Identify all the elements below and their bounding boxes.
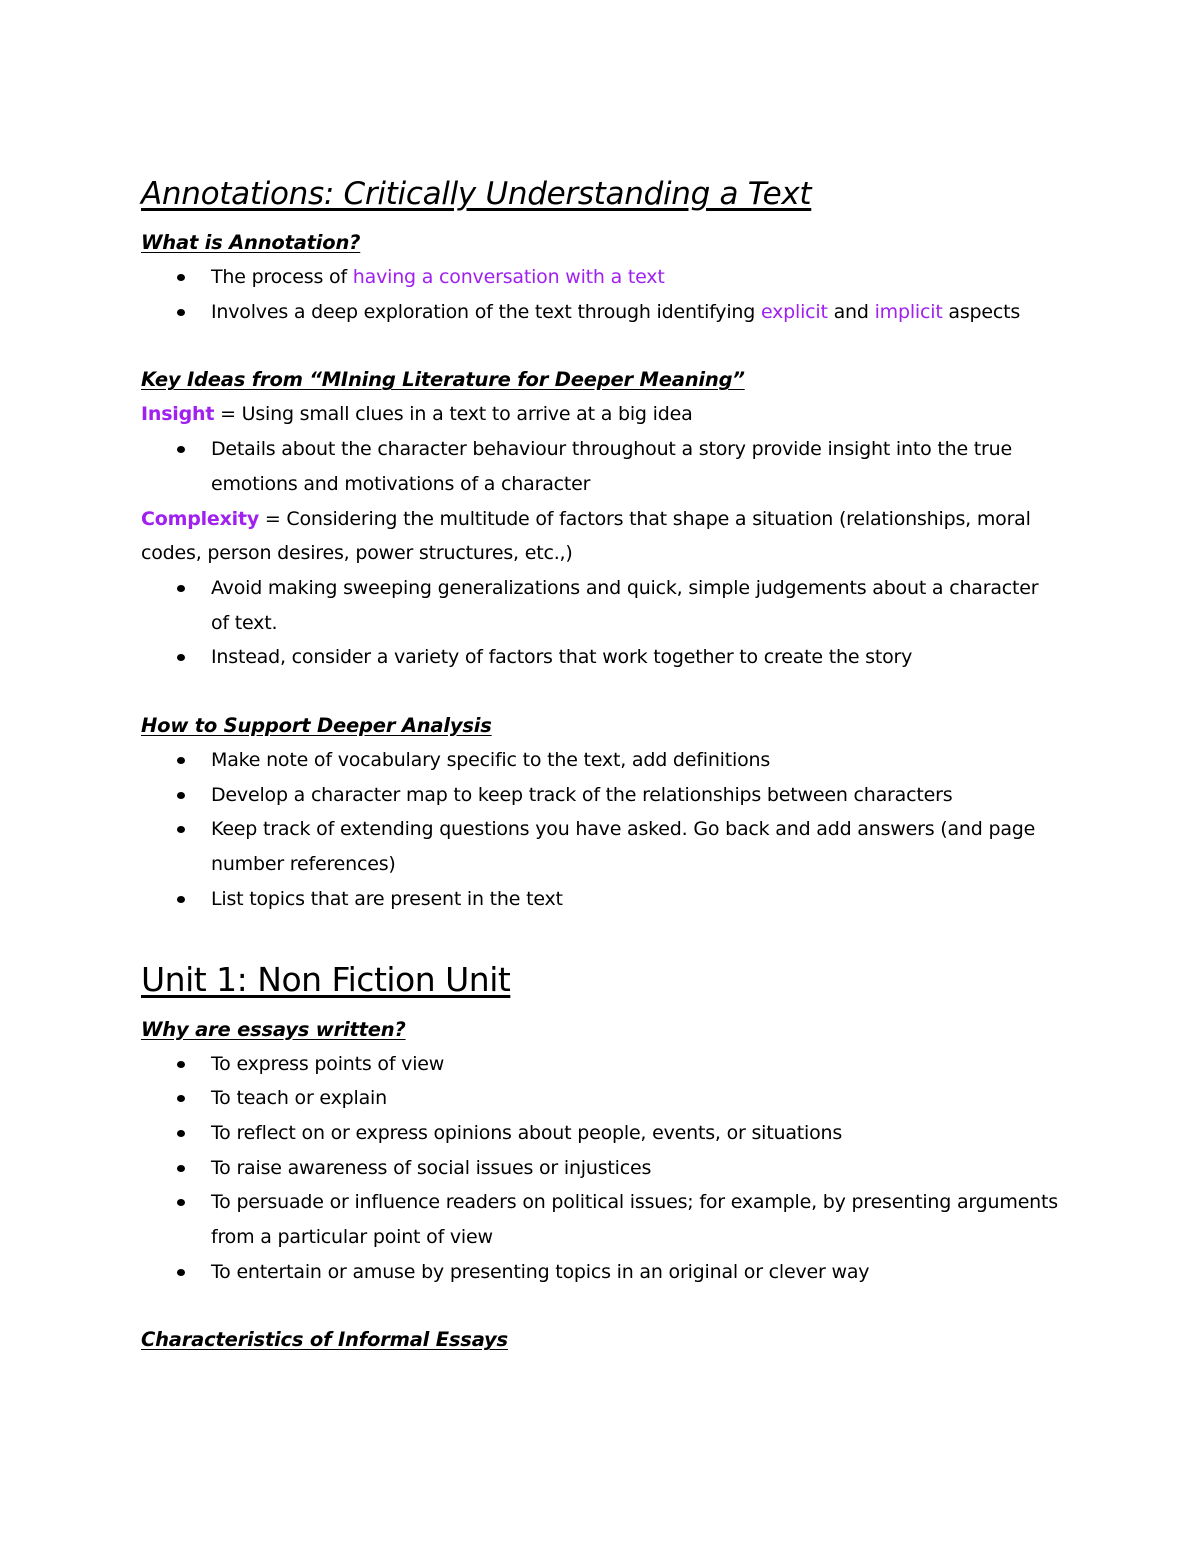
key-ideas-heading: Key Ideas from “MIning Literature for Deeper Meaning” xyxy=(141,368,745,392)
bullet-icon xyxy=(177,792,185,799)
bullet-icon xyxy=(177,654,185,661)
insight-definition: Insight = Using small clues in a text to arrive at a big idea xyxy=(141,403,693,426)
what-is-annotation-heading: What is Annotation? xyxy=(141,231,361,254)
bullet-icon xyxy=(177,1130,185,1137)
list-item: Instead, consider a variety of factors that work together to create the story xyxy=(141,640,1061,675)
list-item: To entertain or amuse by presenting topics in an original or clever way xyxy=(141,1255,1061,1290)
bullet-icon xyxy=(177,1165,185,1172)
list-item: To raise awareness of social issues or injustices xyxy=(141,1151,1061,1186)
bullet-icon xyxy=(177,757,185,764)
bullet-icon xyxy=(177,1095,185,1102)
annotations-title: Annotations: Critically Understanding a Text xyxy=(141,176,812,212)
list-item: Details about the character behaviour throughout a story provide insight into the true emotions and motivations of a character xyxy=(141,432,1061,501)
list-item: To persuade or influence readers on political issues; for example, by presenting arguments from a particular point of view xyxy=(141,1185,1061,1254)
why-essays-list xyxy=(141,1047,1061,1290)
list-item: To reflect on or express opinions about people, events, or situations xyxy=(141,1116,1061,1151)
why-essays-heading: Why are essays written? xyxy=(141,1017,406,1041)
list-item: Keep track of extending questions you have asked. Go back and add answers (and page number references) xyxy=(141,812,1061,881)
complexity-term: Complexity xyxy=(141,507,260,530)
list-item: Avoid making sweeping generalizations and quick, simple judgements about a character of text. xyxy=(141,571,1061,640)
bullet-icon xyxy=(177,826,185,833)
list-item: Develop a character map to keep track of the relationships between characters xyxy=(141,778,1061,813)
bullet-icon xyxy=(177,1269,185,1276)
list-item: To express points of view xyxy=(141,1047,1061,1082)
bullet-icon xyxy=(177,274,185,281)
list-item: The process of having a conversation with a text xyxy=(141,260,1061,295)
list-item: List topics that are present in the text xyxy=(141,882,1061,917)
highlighted-explicit: explicit xyxy=(760,300,828,323)
bullet-icon xyxy=(177,1199,185,1206)
list-item: Involves a deep exploration of the text through identifying explicit and implicit aspects xyxy=(141,295,1061,330)
support-analysis-heading: How to Support Deeper Analysis xyxy=(141,714,492,738)
complexity-definition: Complexity = Considering the multitude of factors that shape a situation (relationships, moral codes, person desires, power structures, etc.,) xyxy=(141,507,1031,565)
bullet-icon xyxy=(177,446,185,453)
list-item: Make note of vocabulary specific to the text, add definitions xyxy=(141,743,1061,778)
insight-term: Insight xyxy=(141,403,215,426)
what-is-annotation-list xyxy=(141,260,1061,329)
highlighted-implicit: implicit xyxy=(874,300,943,323)
bullet-icon xyxy=(177,1061,185,1068)
insight-list xyxy=(141,432,1061,501)
bullet-icon xyxy=(177,585,185,592)
bullet-icon xyxy=(177,896,185,903)
characteristics-heading: Characteristics of Informal Essays xyxy=(141,1328,508,1352)
unit-title: Unit 1: Non Fiction Unit xyxy=(141,959,511,999)
support-analysis-list xyxy=(141,743,1061,917)
bullet-icon xyxy=(177,309,185,316)
complexity-list xyxy=(141,571,1061,675)
list-item: To teach or explain xyxy=(141,1081,1061,1116)
highlighted-phrase: having a conversation with a text xyxy=(352,266,665,288)
document-page xyxy=(141,172,1061,1357)
